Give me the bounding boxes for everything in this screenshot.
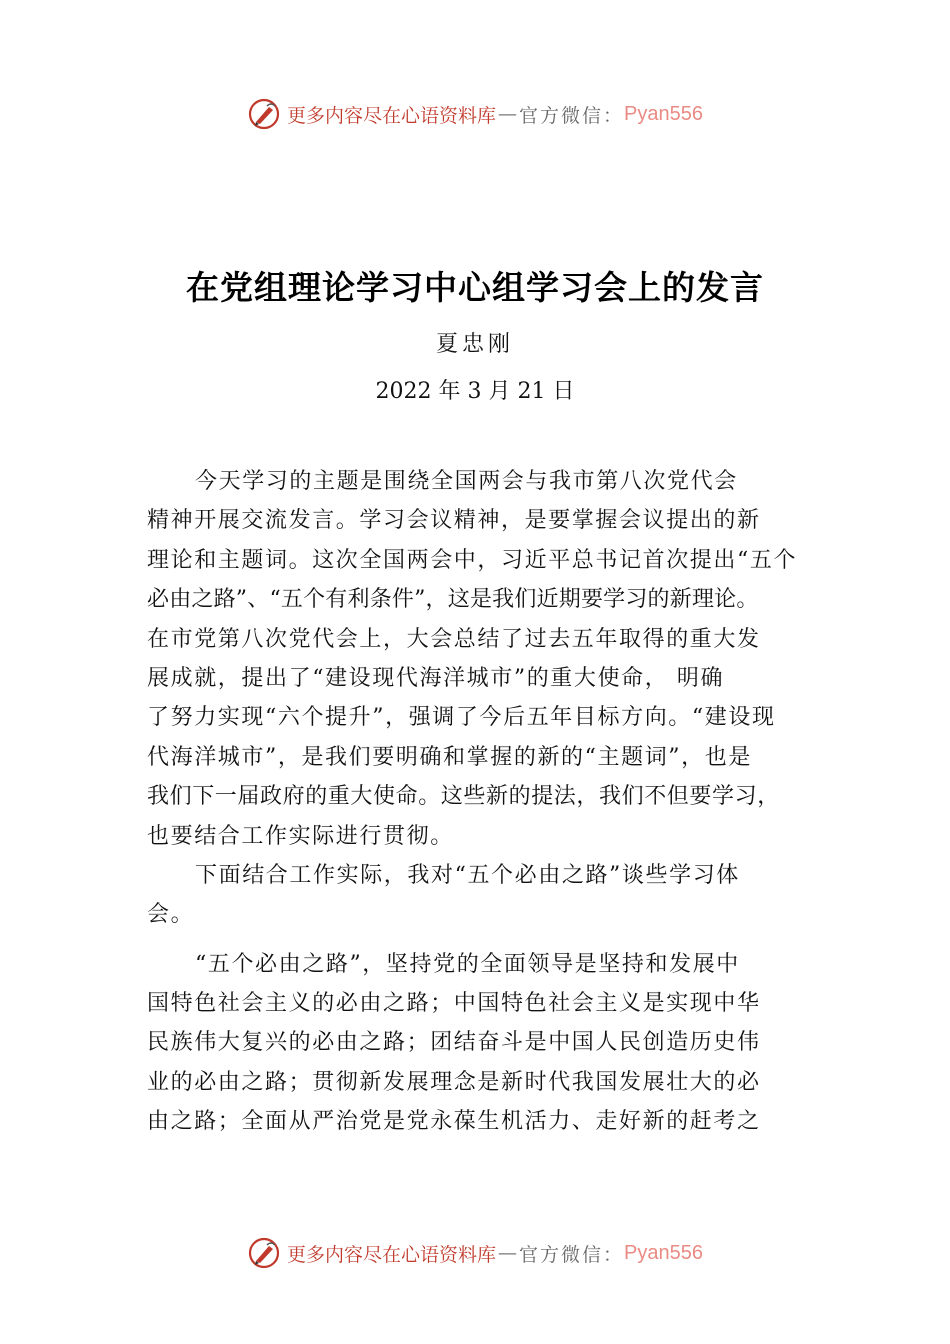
text-line: 理论和主题词。这次全国两会中，习近平总书记首次提出“五个 <box>147 547 798 573</box>
text-line: 了努力实现“六个提升”，强调了今后五年目标方向。“建设现 <box>147 705 776 731</box>
document-title: 在党组理论学习中心组学习会上的发言 <box>186 268 764 307</box>
text-line: 精神开展交流发言。学习会议精神，是要掌握会议提出的新 <box>147 508 761 534</box>
banner-wechat-label: 官方微信： <box>519 104 625 127</box>
paragraph-gap <box>147 935 837 945</box>
text-line: 民族伟大复兴的必由之路；团结奋斗是中国人民创造历史伟 <box>147 1030 761 1056</box>
pen-logo-icon <box>247 97 281 131</box>
banner-wechat-id: Pyan556 <box>624 1241 703 1264</box>
document-body <box>147 462 837 1142</box>
banner-wechat-id: Pyan556 <box>624 102 703 125</box>
banner-main-text: 更多内容尽在心语资料库 <box>287 104 497 127</box>
banner-main-text: 更多内容尽在心语资料库 <box>287 1243 497 1266</box>
footer-banner <box>0 1233 950 1273</box>
banner-separator: — <box>498 1242 518 1264</box>
text-line: “五个必由之路”，坚持党的全面领导是坚持和发展中 <box>195 951 740 977</box>
pen-logo-icon <box>247 1236 281 1270</box>
header-banner <box>0 94 950 134</box>
text-line: 今天学习的主题是围绕全国两会与我市第八次党代会 <box>195 469 738 494</box>
banner-separator: — <box>498 103 518 125</box>
document-date: 2022 年 3 月 21 日 <box>375 379 575 404</box>
paragraph <box>147 945 837 1142</box>
text-line: 代海洋城市”，是我们要明确和掌握的新的“主题词”，也是 <box>147 744 752 770</box>
text-line: 由之路；全面从严治党是党永葆生机活力、走好新的赶考之 <box>147 1109 761 1135</box>
text-line: 必由之路”、“五个有利条件”，这是我们近期要学习的新理论。 <box>147 587 759 613</box>
paragraph <box>147 462 837 856</box>
text-line: 会。 <box>147 902 195 928</box>
paragraph <box>147 856 837 935</box>
banner-wechat-label: 官方微信： <box>519 1243 625 1266</box>
text-line: 我们下一届政府的重大使命。这些新的提法，我们不但要学习， <box>147 784 780 810</box>
text-line: 展成就，提出了“建设现代海洋城市”的重大使命， 明确 <box>147 665 725 691</box>
text-line: 在市党第八次党代会上，大会总结了过去五年取得的重大发 <box>147 626 761 652</box>
text-line: 下面结合工作实际，我对“五个必由之路”谈些学习体 <box>195 862 740 888</box>
text-line: 业的必由之路；贯彻新发展理念是新时代我国发展壮大的必 <box>147 1069 761 1095</box>
document-author: 夏忠刚 <box>435 332 514 357</box>
text-line: 也要结合工作实际进行贯彻。 <box>147 823 454 849</box>
text-line: 国特色社会主义的必由之路；中国特色社会主义是实现中华 <box>147 991 761 1017</box>
